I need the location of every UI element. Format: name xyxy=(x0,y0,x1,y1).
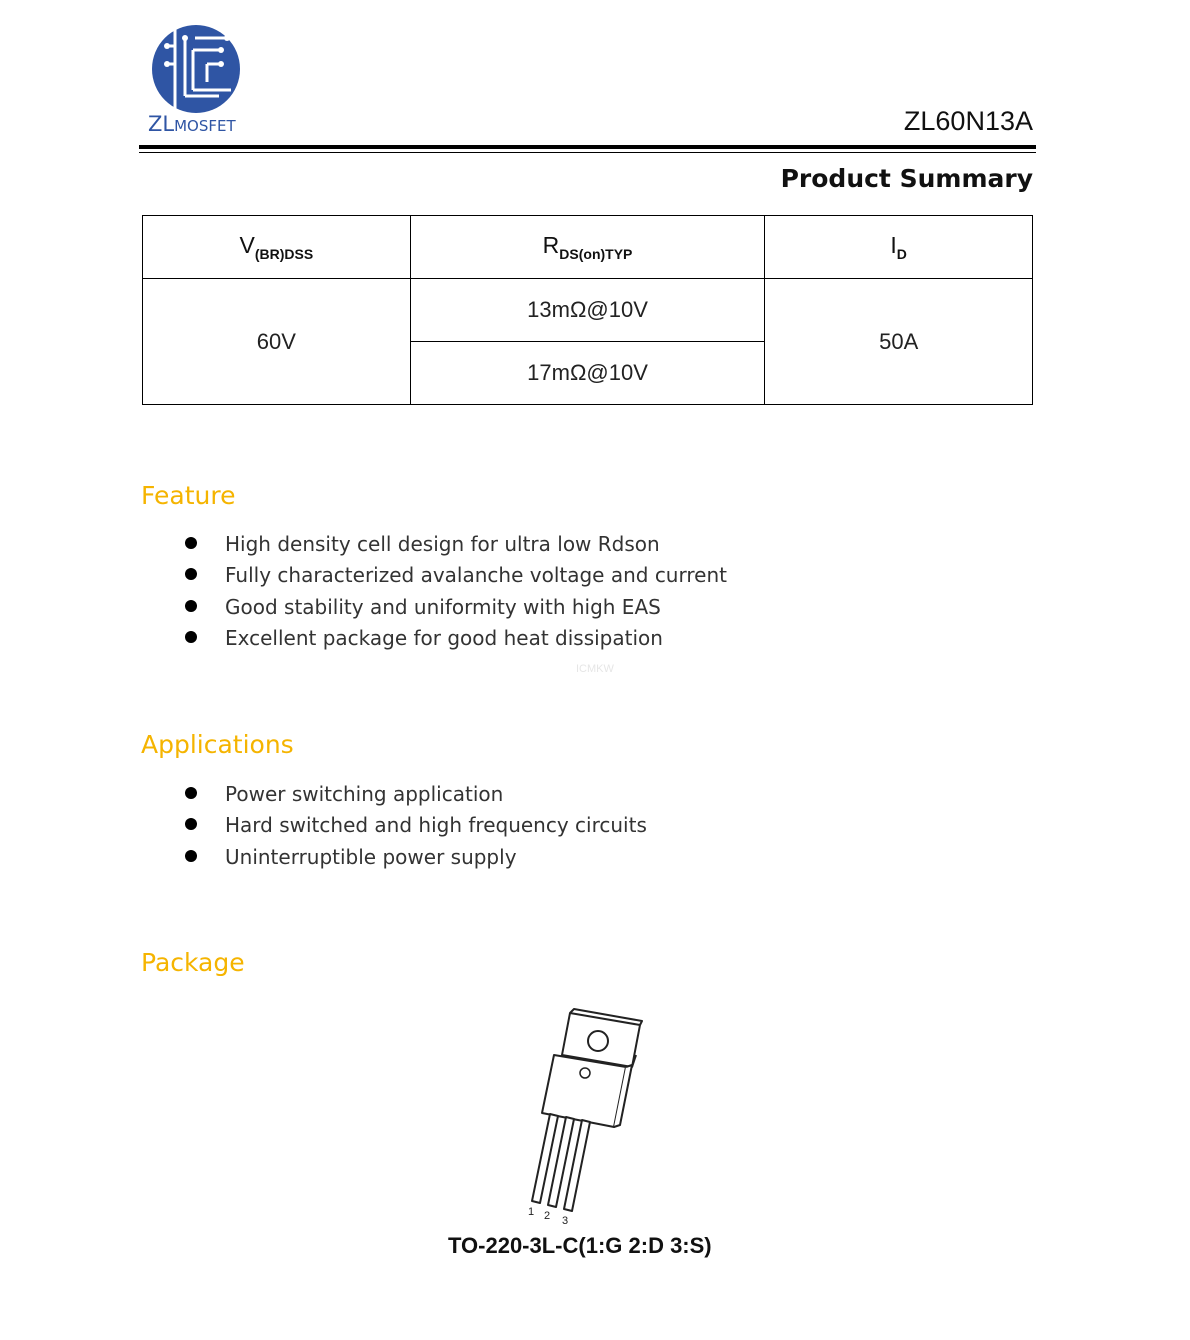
pin-label-1: 1 xyxy=(528,1206,535,1218)
list-item: Good stability and uniformity with high EAS xyxy=(183,592,727,623)
header-rdson-sub: DS(on)TYP xyxy=(559,246,633,262)
pin-label-2: 2 xyxy=(544,1210,551,1222)
header-vbrdss-sub: (BR)DSS xyxy=(254,246,314,262)
list-item: Power switching application xyxy=(183,779,647,810)
feature-heading: Feature xyxy=(141,481,236,510)
logo-wordmark xyxy=(148,112,236,136)
header-rdson xyxy=(410,216,765,279)
list-item: Uninterruptible power supply xyxy=(183,842,647,873)
list-item: High density cell design for ultra low Rdson xyxy=(183,529,727,560)
package-caption: TO-220-3L-C(1:G 2:D 3:S) xyxy=(448,1233,712,1258)
part-number: ZL60N13A xyxy=(903,106,1033,136)
header-rdson-main: R xyxy=(542,232,560,258)
pin-label-3: 3 xyxy=(562,1215,569,1227)
rdson-value-2: 17mΩ@10V xyxy=(410,342,765,405)
table-row xyxy=(143,279,1033,342)
header-vbrdss xyxy=(143,216,411,279)
product-summary-title: Product Summary xyxy=(780,164,1033,193)
id-value: 50A xyxy=(765,279,1033,405)
rdson-value-1: 13mΩ@10V xyxy=(410,279,765,342)
logo-wordmark-mosfet: MOSFET xyxy=(174,117,236,135)
feature-list xyxy=(183,529,727,654)
package-heading: Package xyxy=(141,948,245,977)
watermark: ICMKW xyxy=(576,663,614,675)
logo-wordmark-zl: ZL xyxy=(148,112,175,136)
vbrdss-value: 60V xyxy=(143,279,411,405)
list-item: Hard switched and high frequency circuits xyxy=(183,810,647,841)
list-item: Excellent package for good heat dissipation xyxy=(183,623,727,654)
header-rule-thin xyxy=(139,152,1036,153)
header-id-sub: D xyxy=(896,246,907,262)
header-id xyxy=(765,216,1033,279)
table-header-row xyxy=(143,216,1033,279)
applications-list xyxy=(183,779,647,873)
list-item: Fully characterized avalanche voltage and current xyxy=(183,560,727,591)
applications-heading: Applications xyxy=(141,730,294,759)
header-id-main: I xyxy=(890,232,897,258)
to220-package-drawing xyxy=(518,1005,658,1230)
product-summary-table xyxy=(142,215,1033,405)
header-vbrdss-main: V xyxy=(239,232,255,258)
header-rule-thick xyxy=(139,145,1036,149)
